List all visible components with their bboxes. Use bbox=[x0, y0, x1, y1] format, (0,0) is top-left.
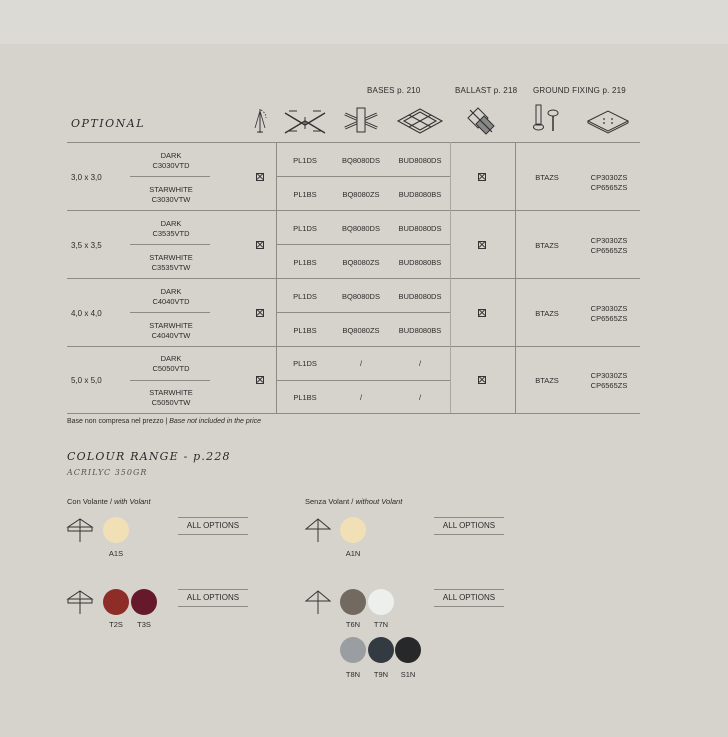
dark-label: DARK bbox=[160, 287, 182, 296]
ground-plate-code: CP3030ZS bbox=[590, 371, 628, 380]
starwhite-label: STARWHITE bbox=[149, 185, 193, 194]
starwhite-label: STARWHITE bbox=[149, 321, 193, 330]
dark-code: C5050VTD bbox=[152, 364, 190, 373]
ground-fixing-code: BTAZS bbox=[535, 376, 559, 385]
optional-title: OPTIONAL bbox=[71, 117, 145, 130]
size-label: 4,0 x 4,0 bbox=[71, 309, 102, 318]
ground-plate-code: CP6565ZS bbox=[590, 381, 628, 390]
base-code: PL1DS bbox=[293, 292, 317, 301]
with-volant-en: with Volant bbox=[114, 497, 151, 506]
swatch-t8n[interactable] bbox=[340, 637, 366, 663]
base-code: BUD8080DS bbox=[398, 292, 442, 301]
swatch-a1n[interactable] bbox=[340, 517, 366, 543]
sub-divider bbox=[130, 380, 210, 381]
dark-label: DARK bbox=[160, 151, 182, 160]
top-band bbox=[0, 0, 728, 44]
without-volant-it: Senza Volant / bbox=[305, 497, 356, 506]
ground-fixing-code: BTAZS bbox=[535, 173, 559, 182]
colour-range-subtitle: ACRILYC 350GR bbox=[67, 468, 148, 477]
base-code: BQ8080DS bbox=[342, 224, 380, 233]
starwhite-code: C5050VTW bbox=[151, 398, 191, 407]
swatch-t6n[interactable] bbox=[340, 589, 366, 615]
ballast-right-rule bbox=[515, 142, 516, 413]
swatch-label-t7n: T7N bbox=[373, 620, 389, 629]
base-code: BQ8080DS bbox=[342, 292, 380, 301]
base-code: BUD8080BS bbox=[398, 190, 442, 199]
base-code: BQ8080ZS bbox=[342, 190, 380, 199]
ground-fixing-header: GROUND FIXING p. 219 bbox=[533, 86, 626, 95]
base-code: PL1DS bbox=[293, 224, 317, 233]
optional-checkbox[interactable] bbox=[256, 309, 264, 317]
ballast-icon bbox=[466, 106, 496, 136]
base-code: PL1BS bbox=[293, 190, 317, 199]
base-code: PL1DS bbox=[293, 359, 317, 368]
swatch-label-a1n: A1N bbox=[345, 549, 361, 558]
all-options-button[interactable]: ALL OPTIONS bbox=[434, 517, 504, 535]
umbrella-icon bbox=[305, 589, 331, 615]
bases-right-rule bbox=[450, 142, 451, 413]
bases-sub-divider bbox=[277, 312, 450, 313]
volant-umbrella-icon bbox=[67, 589, 93, 615]
base-code: BUD8080BS bbox=[398, 258, 442, 267]
optional-checkbox[interactable] bbox=[256, 241, 264, 249]
swatch-t2s[interactable] bbox=[103, 589, 129, 615]
table-top-rule bbox=[67, 142, 640, 143]
starwhite-label: STARWHITE bbox=[149, 253, 193, 262]
ground-plate-code: CP6565ZS bbox=[590, 246, 628, 255]
bases-left-rule bbox=[276, 142, 277, 413]
swatch-label-t6n: T6N bbox=[345, 620, 361, 629]
starwhite-code: C4040VTW bbox=[151, 331, 191, 340]
without-volant-label bbox=[305, 497, 402, 506]
all-options-button[interactable]: ALL OPTIONS bbox=[434, 589, 504, 607]
double-cross-base-icon bbox=[396, 107, 444, 135]
swatch-label-t9n: T9N bbox=[373, 670, 389, 679]
sub-divider bbox=[130, 244, 210, 245]
dark-label: DARK bbox=[160, 354, 182, 363]
size-label: 5,0 x 5,0 bbox=[71, 376, 102, 385]
base-code: / bbox=[359, 393, 363, 402]
base-code: BQ8080ZS bbox=[342, 326, 380, 335]
table-bottom-rule bbox=[67, 413, 640, 414]
colour-range-title: COLOUR RANGE - p.228 bbox=[67, 450, 231, 463]
swatch-s1n[interactable] bbox=[395, 637, 421, 663]
base-code: BUD8080DS bbox=[398, 224, 442, 233]
optional-checkbox[interactable] bbox=[256, 376, 264, 384]
price-note bbox=[67, 418, 261, 425]
row-divider bbox=[67, 278, 640, 279]
optional-checkbox[interactable] bbox=[256, 173, 264, 181]
swatch-label-a1s: A1S bbox=[108, 549, 124, 558]
umbrella-pole-icon bbox=[252, 108, 268, 134]
ground-plate-code: CP3030ZS bbox=[590, 173, 628, 182]
dark-label: DARK bbox=[160, 219, 182, 228]
dark-code: C3535VTD bbox=[152, 229, 190, 238]
ballast-checkbox[interactable] bbox=[478, 376, 486, 384]
ground-anchor-icon bbox=[532, 104, 562, 134]
ground-plate-code: CP3030ZS bbox=[590, 304, 628, 313]
ballast-checkbox[interactable] bbox=[478, 309, 486, 317]
base-code: PL1BS bbox=[293, 393, 317, 402]
cross-base-icon bbox=[283, 107, 327, 135]
ground-plate-icon bbox=[586, 108, 630, 134]
starwhite-label: STARWHITE bbox=[149, 388, 193, 397]
with-volant-label bbox=[67, 497, 151, 506]
starwhite-code: C3535VTW bbox=[151, 263, 191, 272]
ground-plate-code: CP3030ZS bbox=[590, 236, 628, 245]
starwhite-code: C3030VTW bbox=[151, 195, 191, 204]
base-code: BUD8080DS bbox=[398, 156, 442, 165]
ballast-header: BALLAST p. 218 bbox=[455, 86, 518, 95]
base-code: BQ8080ZS bbox=[342, 258, 380, 267]
bases-sub-divider bbox=[277, 244, 450, 245]
ballast-checkbox[interactable] bbox=[478, 173, 486, 181]
steel-cross-base-icon bbox=[342, 106, 380, 136]
swatch-t9n[interactable] bbox=[368, 637, 394, 663]
swatch-t3s[interactable] bbox=[131, 589, 157, 615]
bases-header: BASES p. 210 bbox=[367, 86, 421, 95]
swatch-t7n[interactable] bbox=[368, 589, 394, 615]
price-note-en: Base not included in the price bbox=[169, 418, 262, 425]
with-volant-it: Con Volante / bbox=[67, 497, 115, 506]
swatch-a1s[interactable] bbox=[103, 517, 129, 543]
sub-divider bbox=[130, 312, 210, 313]
base-code: PL1DS bbox=[293, 156, 317, 165]
all-options-button[interactable]: ALL OPTIONS bbox=[178, 589, 248, 607]
ground-fixing-code: BTAZS bbox=[535, 241, 559, 250]
bases-sub-divider bbox=[277, 176, 450, 177]
ground-plate-code: CP6565ZS bbox=[590, 183, 628, 192]
base-code: PL1BS bbox=[293, 258, 317, 267]
size-label: 3,5 x 3,5 bbox=[71, 241, 102, 250]
swatch-label-t2s: T2S bbox=[109, 620, 123, 629]
base-code: / bbox=[418, 393, 422, 402]
row-divider bbox=[67, 210, 640, 211]
dark-code: C4040VTD bbox=[152, 297, 190, 306]
volant-umbrella-icon bbox=[67, 517, 93, 543]
size-label: 3,0 x 3,0 bbox=[71, 173, 102, 182]
bases-sub-divider bbox=[277, 380, 450, 381]
base-code: / bbox=[418, 359, 422, 368]
dark-code: C3030VTD bbox=[152, 161, 190, 170]
ground-fixing-code: BTAZS bbox=[535, 309, 559, 318]
ballast-checkbox[interactable] bbox=[478, 241, 486, 249]
base-code: BUD8080BS bbox=[398, 326, 442, 335]
ground-plate-code: CP6565ZS bbox=[590, 314, 628, 323]
base-code: BQ8080DS bbox=[342, 156, 380, 165]
row-divider bbox=[67, 346, 640, 347]
swatch-label-t3s: T3S bbox=[137, 620, 151, 629]
swatch-label-s1n: S1N bbox=[400, 670, 416, 679]
base-code: PL1BS bbox=[293, 326, 317, 335]
price-note-it: Base non compresa nel prezzo | bbox=[67, 418, 170, 425]
all-options-button[interactable]: ALL OPTIONS bbox=[178, 517, 248, 535]
without-volant-en: without Volant bbox=[355, 497, 403, 506]
sub-divider bbox=[130, 176, 210, 177]
swatch-label-t8n: T8N bbox=[345, 670, 361, 679]
umbrella-icon bbox=[305, 517, 331, 543]
base-code: / bbox=[359, 359, 363, 368]
